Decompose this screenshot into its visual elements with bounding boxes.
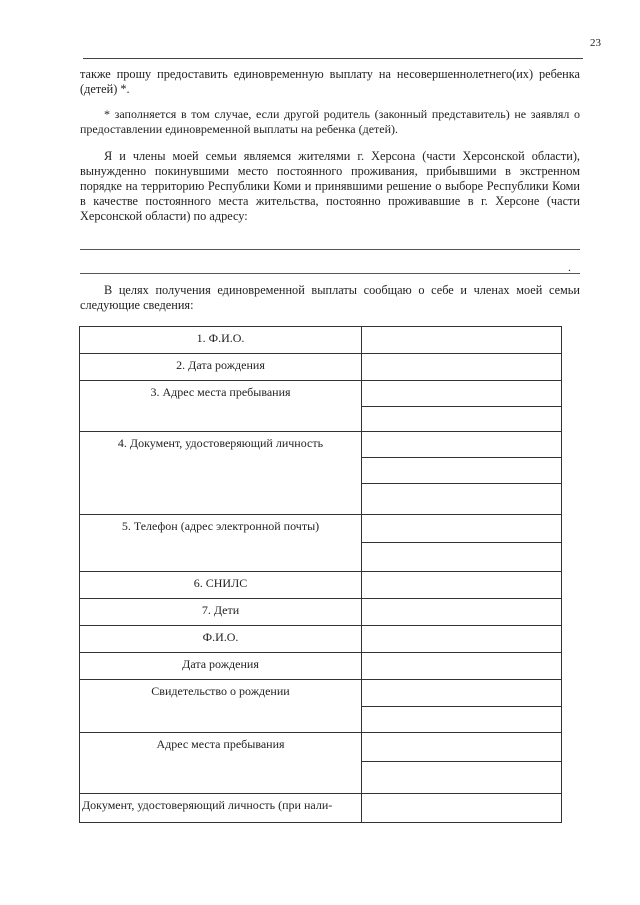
value-subline[interactable]: [362, 484, 561, 511]
row-label-child-identity-document: Документ, удостоверяющий личность (при нали-: [80, 794, 362, 823]
table-row: [80, 680, 562, 733]
value-subline[interactable]: [362, 381, 561, 407]
row-label-identity-document: 4. Документ, удостоверяющий личность: [80, 432, 362, 515]
row-value-fio[interactable]: [362, 327, 562, 354]
table-row: [80, 653, 562, 680]
row-value-children[interactable]: [362, 599, 562, 626]
value-subline[interactable]: [362, 762, 561, 790]
row-label-birth-certificate: Свидетельство о рождении: [80, 680, 362, 733]
table-row: [80, 432, 562, 515]
row-label-stay-address: 3. Адрес места пребывания: [80, 381, 362, 432]
row-value-child-stay-address[interactable]: [362, 733, 562, 794]
row-label-child-stay-address: Адрес места пребывания: [80, 733, 362, 794]
row-value-child-fio[interactable]: [362, 626, 562, 653]
row-value-birth-certificate[interactable]: [362, 680, 562, 733]
table-row: [80, 572, 562, 599]
address-fill-line-2: [80, 273, 580, 274]
paragraph-info-intro: В целях получения единовременной выплаты сообщаю о себе и членах моей семьи следующие сведения:: [80, 283, 580, 312]
row-value-child-birth-date[interactable]: [362, 653, 562, 680]
paragraph-payment-request: также прошу предоставить единовременную выплату на несовершеннолетнего(их) ребенка (детей) *.: [80, 67, 580, 96]
table-row: [80, 327, 562, 354]
row-label-snils: 6. СНИЛС: [80, 572, 362, 599]
value-subline[interactable]: [362, 733, 561, 762]
row-value-child-identity-document[interactable]: [362, 794, 562, 823]
paragraph-footnote: * заполняется в том случае, если другой родитель (законный представитель) не заявлял о предоставлении единовременной выплаты на ребенка (детей).: [80, 107, 580, 136]
address-line-end-dot: .: [568, 260, 571, 274]
paragraph-residence-statement: Я и члены моей семьи являемся жителями г. Херсона (части Херсонской области), вынужденно покинувшими место постоянного проживания, прибывшими в экстренном порядке на территорию Республики Коми и принявшими решение о выборе Республики Коми в качестве постоянного места жительства, постоянно проживавшие в г. Херсоне (части Херсонской области) по адресу:: [80, 149, 580, 223]
value-subline[interactable]: [362, 515, 561, 543]
table-row: [80, 381, 562, 432]
table-row: [80, 354, 562, 381]
value-subline[interactable]: [362, 407, 561, 429]
header-rule: [83, 58, 583, 59]
table-row: [80, 794, 562, 823]
value-subline[interactable]: [362, 543, 561, 568]
row-value-phone-email[interactable]: [362, 515, 562, 572]
applicant-info-table: [79, 326, 562, 823]
value-subline[interactable]: [362, 458, 561, 484]
row-value-birth-date[interactable]: [362, 354, 562, 381]
row-label-children: 7. Дети: [80, 599, 362, 626]
table-row: [80, 599, 562, 626]
row-label-birth-date: 2. Дата рождения: [80, 354, 362, 381]
row-value-snils[interactable]: [362, 572, 562, 599]
value-subline[interactable]: [362, 432, 561, 458]
value-subline[interactable]: [362, 707, 561, 730]
row-value-stay-address[interactable]: [362, 381, 562, 432]
value-subline[interactable]: [362, 680, 561, 707]
table-row: [80, 626, 562, 653]
table-row: [80, 733, 562, 794]
row-value-identity-document[interactable]: [362, 432, 562, 515]
row-label-child-fio: Ф.И.О.: [80, 626, 362, 653]
table-row: [80, 515, 562, 572]
row-label-child-birth-date: Дата рождения: [80, 653, 362, 680]
address-fill-line-1: [80, 249, 580, 250]
row-label-fio: 1. Ф.И.О.: [80, 327, 362, 354]
page-number: 23: [590, 37, 601, 49]
row-label-phone-email: 5. Телефон (адрес электронной почты): [80, 515, 362, 572]
